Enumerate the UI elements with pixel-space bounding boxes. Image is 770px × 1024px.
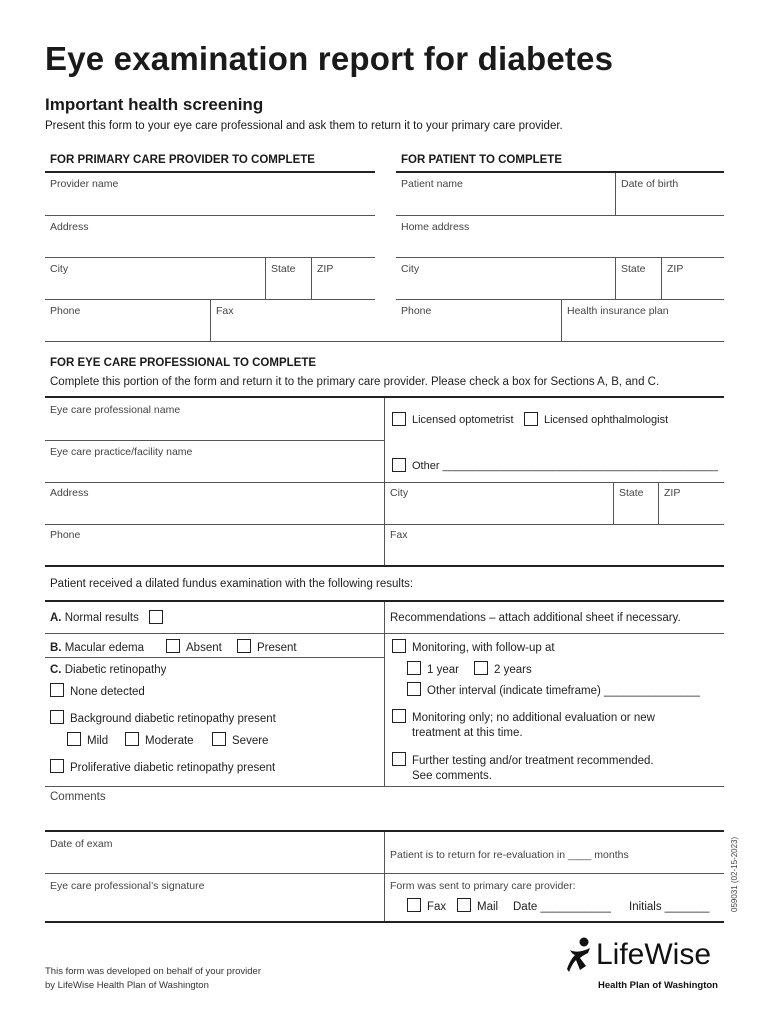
provider-name-field[interactable]: Provider name bbox=[50, 178, 119, 190]
divider bbox=[45, 482, 724, 483]
results-heading: Patient received a dilated fundus examination with the following results: bbox=[50, 578, 414, 590]
divider bbox=[613, 483, 614, 524]
recommendations-heading: Recommendations – attach additional sheet if necessary. bbox=[390, 612, 681, 624]
ecp-instructions: Complete this portion of the form and return it to the primary care provider. Please check a box for Sections A, B, and C. bbox=[50, 376, 660, 388]
sent-mail-checkbox[interactable] bbox=[457, 898, 471, 912]
ecp-name-field[interactable]: Eye care professional name bbox=[50, 404, 181, 416]
severe-checkbox[interactable] bbox=[212, 732, 226, 746]
divider bbox=[45, 341, 724, 342]
divider bbox=[45, 215, 375, 216]
divider bbox=[45, 921, 724, 923]
optometrist-checkbox[interactable] bbox=[392, 412, 406, 426]
divider bbox=[45, 257, 375, 258]
divider bbox=[210, 300, 211, 341]
background-dr-label: Background diabetic retinopathy present bbox=[70, 713, 276, 725]
other-checkbox[interactable] bbox=[392, 458, 406, 472]
two-years-checkbox[interactable] bbox=[474, 661, 488, 675]
sent-fax-label: Fax bbox=[427, 901, 447, 913]
patient-name-field[interactable]: Patient name bbox=[401, 178, 463, 190]
divider bbox=[615, 258, 616, 299]
divider bbox=[615, 173, 616, 216]
moderate-label: Moderate bbox=[145, 735, 194, 747]
divider bbox=[45, 657, 385, 658]
lifewise-logo-icon bbox=[566, 936, 596, 976]
pcp-phone-field[interactable]: Phone bbox=[50, 305, 81, 317]
divider bbox=[384, 602, 385, 786]
date-of-exam-field[interactable]: Date of exam bbox=[50, 838, 113, 850]
other-interval-label[interactable]: Other interval (indicate timeframe) _______________ bbox=[427, 685, 700, 697]
initials-field[interactable]: Initials _______ bbox=[629, 901, 710, 913]
one-year-checkbox[interactable] bbox=[407, 661, 421, 675]
pcp-address-field[interactable]: Address bbox=[50, 221, 89, 233]
further-testing-checkbox[interactable] bbox=[392, 752, 406, 766]
one-year-label: 1 year bbox=[427, 664, 459, 676]
footer-note-1: This form was developed on behalf of your provider bbox=[45, 966, 261, 977]
section-a-label: A. Normal results bbox=[50, 612, 139, 624]
edema-present-checkbox[interactable] bbox=[237, 639, 251, 653]
ophthalmologist-label: Licensed ophthalmologist bbox=[544, 414, 669, 426]
monitoring-only-checkbox[interactable] bbox=[392, 709, 406, 723]
form-code: 059031 (02-15-2023) bbox=[730, 836, 739, 912]
mild-checkbox[interactable] bbox=[67, 732, 81, 746]
divider bbox=[396, 215, 724, 216]
intro-text: Present this form to your eye care professional and ask them to return it to your primary care provider. bbox=[45, 120, 563, 132]
divider bbox=[45, 171, 375, 173]
monitoring-followup-label: Monitoring, with follow-up at bbox=[412, 642, 555, 654]
patient-city-field[interactable]: City bbox=[401, 263, 420, 275]
monitoring-followup-checkbox[interactable] bbox=[392, 639, 406, 653]
divider bbox=[45, 873, 724, 874]
proliferative-dr-checkbox[interactable] bbox=[50, 759, 64, 773]
ecp-heading: FOR EYE CARE PROFESSIONAL TO COMPLETE bbox=[50, 357, 317, 369]
ecp-zip-field[interactable]: ZIP bbox=[664, 487, 681, 499]
ecp-phone-field[interactable]: Phone bbox=[50, 529, 81, 541]
other-label[interactable]: Other _____________________________________________ bbox=[412, 460, 718, 472]
dob-field[interactable]: Date of birth bbox=[621, 178, 679, 190]
none-detected-checkbox[interactable] bbox=[50, 683, 64, 697]
none-detected-label: None detected bbox=[70, 686, 145, 698]
present-label: Present bbox=[257, 642, 297, 654]
severe-label: Severe bbox=[232, 735, 269, 747]
patient-phone-field[interactable]: Phone bbox=[401, 305, 432, 317]
sent-mail-label: Mail bbox=[477, 901, 499, 913]
further-testing-label-2: See comments. bbox=[412, 770, 492, 782]
form-sent-label: Form was sent to primary care provider: bbox=[390, 880, 576, 892]
mild-label: Mild bbox=[87, 735, 109, 747]
ophthalmologist-checkbox[interactable] bbox=[524, 412, 538, 426]
ecp-address-field[interactable]: Address bbox=[50, 487, 89, 499]
footer-note-2: by LifeWise Health Plan of Washington bbox=[45, 980, 209, 991]
sent-date-field[interactable]: Date ___________ bbox=[513, 901, 611, 913]
divider bbox=[45, 633, 385, 634]
moderate-checkbox[interactable] bbox=[125, 732, 139, 746]
section-b-label: B. Macular edema bbox=[50, 642, 144, 654]
normal-results-checkbox[interactable] bbox=[149, 610, 163, 624]
divider bbox=[45, 565, 724, 567]
page-subtitle: Important health screening bbox=[45, 95, 264, 114]
insurance-field[interactable]: Health insurance plan bbox=[567, 305, 669, 317]
practice-name-field[interactable]: Eye care practice/facility name bbox=[50, 446, 193, 458]
ecp-city-field[interactable]: City bbox=[390, 487, 409, 499]
divider bbox=[658, 483, 659, 524]
pcp-heading: FOR PRIMARY CARE PROVIDER TO COMPLETE bbox=[50, 154, 315, 166]
monitoring-only-label-1: Monitoring only; no additional evaluation or new bbox=[412, 712, 655, 724]
background-dr-checkbox[interactable] bbox=[50, 710, 64, 724]
return-months-field[interactable]: Patient is to return for re-evaluation in ____ months bbox=[390, 849, 629, 861]
signature-field[interactable]: Eye care professional’s signature bbox=[50, 880, 205, 892]
home-address-field[interactable]: Home address bbox=[401, 221, 470, 233]
logo-tagline: Health Plan of Washington bbox=[598, 980, 718, 991]
patient-state-field[interactable]: State bbox=[621, 263, 646, 275]
pcp-city-field[interactable]: City bbox=[50, 263, 69, 275]
pcp-state-field[interactable]: State bbox=[271, 263, 296, 275]
further-testing-label-1: Further testing and/or treatment recommended. bbox=[412, 755, 654, 767]
other-interval-checkbox[interactable] bbox=[407, 682, 421, 696]
pcp-fax-field[interactable]: Fax bbox=[216, 305, 234, 317]
proliferative-dr-label: Proliferative diabetic retinopathy present bbox=[70, 762, 276, 774]
monitoring-only-label-2: treatment at this time. bbox=[412, 727, 523, 739]
page-title: Eye examination report for diabetes bbox=[45, 40, 614, 77]
section-c-label: C. Diabetic retinopathy bbox=[50, 664, 167, 676]
ecp-state-field[interactable]: State bbox=[619, 487, 644, 499]
pcp-zip-field[interactable]: ZIP bbox=[317, 263, 334, 275]
divider bbox=[661, 258, 662, 299]
absent-label: Absent bbox=[186, 642, 222, 654]
divider bbox=[45, 440, 385, 441]
divider bbox=[396, 299, 724, 300]
divider bbox=[311, 258, 312, 299]
two-years-label: 2 years bbox=[494, 664, 532, 676]
divider bbox=[396, 257, 724, 258]
patient-zip-field[interactable]: ZIP bbox=[667, 263, 684, 275]
divider bbox=[45, 786, 724, 787]
divider bbox=[561, 300, 562, 341]
optometrist-label: Licensed optometrist bbox=[412, 414, 514, 426]
divider bbox=[265, 258, 266, 299]
comments-field[interactable]: Comments bbox=[50, 791, 106, 803]
divider bbox=[396, 171, 724, 173]
divider bbox=[385, 633, 724, 634]
patient-heading: FOR PATIENT TO COMPLETE bbox=[401, 154, 562, 166]
ecp-fax-field[interactable]: Fax bbox=[390, 529, 408, 541]
divider bbox=[45, 524, 724, 525]
divider bbox=[384, 832, 385, 922]
sent-fax-checkbox[interactable] bbox=[407, 898, 421, 912]
logo-name: LifeWise bbox=[596, 938, 712, 971]
edema-absent-checkbox[interactable] bbox=[166, 639, 180, 653]
